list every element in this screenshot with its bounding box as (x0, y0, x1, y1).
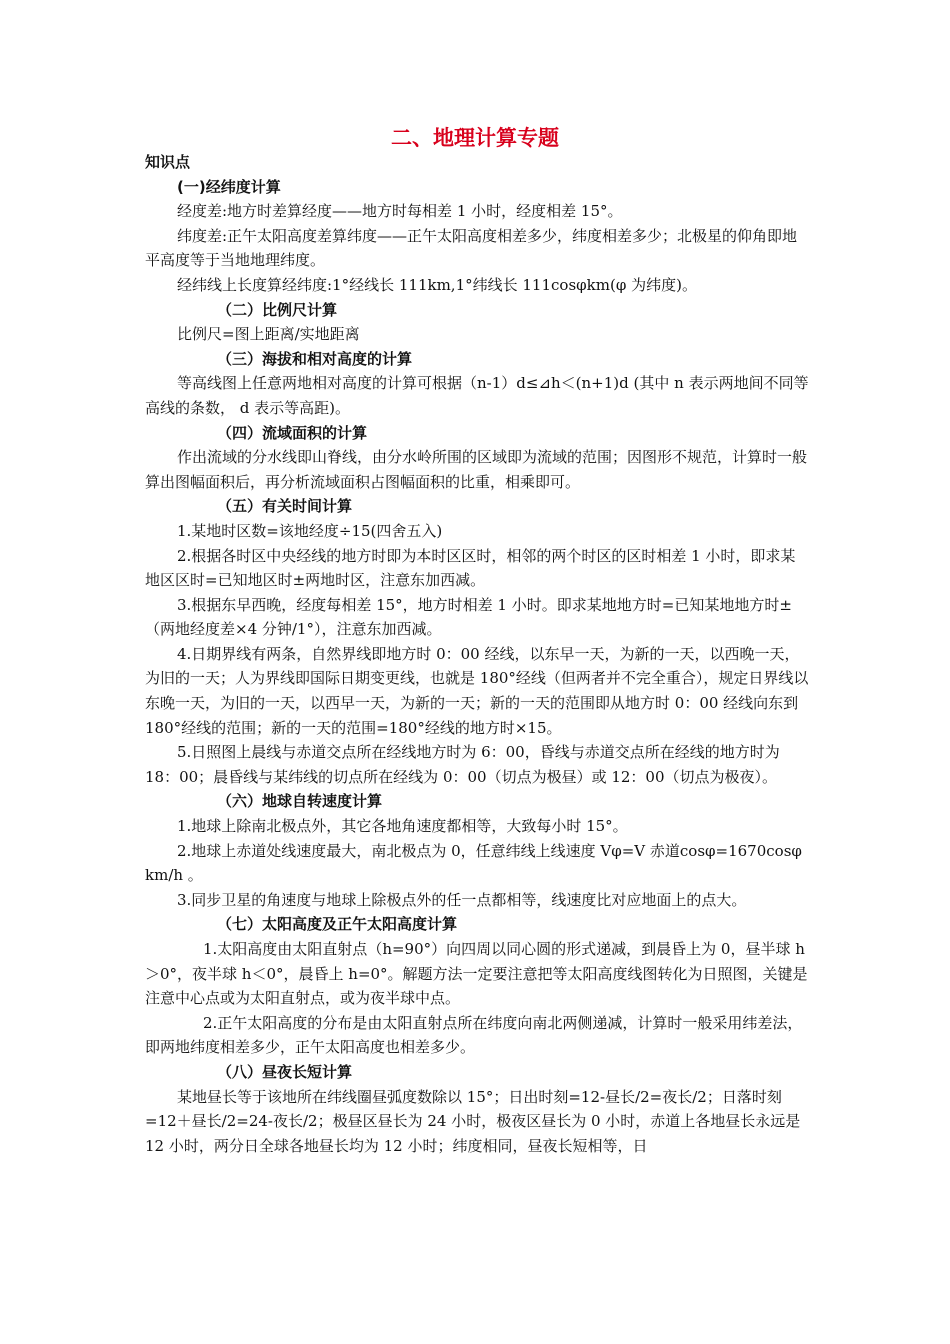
paragraph: 3.同步卫星的角速度与地球上除极点外的任一点都相等，线速度比对应地面上的点大。 (177, 890, 747, 909)
section-heading-2: （二）比例尺计算 (217, 300, 338, 319)
paragraph: 2.正午太阳高度的分布是由太阳直射点所在纬度向南北两侧递减，计算时一般采用纬差法，即两地纬度相差多少，正午太阳高度也相差多少。 (145, 1013, 803, 1057)
paragraph: 2.根据各时区中央经线的地方时即为本时区区时，相邻的两个时区的区时相差 1 小时，即求某地区区时=已知地区时±两地时区，注意东加西减。 (145, 546, 796, 590)
paragraph: 1.地球上除南北极点外，其它各地角速度都相等，大致每小时 15°。 (177, 817, 628, 836)
section-heading-1: (一)经纬度计算 (177, 177, 281, 196)
paragraph: 5.日照图上晨线与赤道交点所在经线地方时为 6：00，昏线与赤道交点所在经线的地方时为 18：00；晨昏线与某纬线的切点所在经线为 0：00（切点为极昼）或 12：00（切点为极夜）。 (145, 743, 780, 786)
paragraph: 4.日期界线有两条，自然界线即地方时 0：00 经线，以东早一天，为新的一天，以西晚一天，为旧的一天；人为界线即国际日期变更线，也就是 180°经线（但两者并不完全重合），规定日界线以东晚一天，为旧的一天，以西早一天，为新的一天；新的一天的范围即从地方时 0：00 经线向东到 180°经线的范围；新的一天的范围=180°经线的地方时×15。 (145, 644, 809, 737)
document-title: 二、地理计算专题 (391, 126, 559, 150)
paragraph: 等高线图上任意两地相对高度的计算可根据（n-1）d≤⊿h＜(n+1)d (其中 n 表示两地间不同等高线的条数， d 表示等高距)。 (145, 374, 809, 417)
paragraph: 比例尺=图上距离/实地距离 (177, 325, 360, 344)
paragraph: 经度差:地方时差算经度——地方时每相差 1 小时，经度相差 15°。 (177, 202, 623, 221)
paragraph: 纬度差:正午太阳高度差算纬度——正午太阳高度相差多少，纬度相差多少；北极星的仰角即地平高度等于当地地理纬度。 (145, 226, 798, 270)
paragraph: 作出流域的分水线即山脊线，由分水岭所围的区域即为流域的范围；因图形不规范，计算时一般算出图幅面积后，再分析流域面积占图幅面积的比重，相乘即可。 (145, 448, 808, 491)
knowledge-heading: 知识点 (145, 153, 191, 171)
paragraph: 1.某地时区数=该地经度÷15(四舍五入) (177, 521, 443, 540)
paragraph: 某地昼长等于该地所在纬线圈昼弧度数除以 15°；日出时刻=12-昼长/2=夜长/2；日落时刻=12＋昼长/2=24-夜长/2；极昼区昼长为 24 小时，极夜区昼长为 0 小时，赤道上各地昼长永远是 12 小时，两分日全球各地昼长均为 12 小时；纬度相同，昼夜长短相等，日 (145, 1087, 801, 1155)
paragraph: 1.太阳高度由太阳直射点（h=90°）向四周以同心圆的形式递减，到晨昏上为 0，昼半球 h＞0°，夜半球 h＜0°，晨昏上 h=0°。解题方法一定要注意把等太阳高度线图转化为日照图，关键是注意中心点或为太阳直射点，或为夜半球中点。 (145, 940, 808, 1008)
section-heading-7: （七）太阳高度及正午太阳高度计算 (217, 915, 458, 934)
section-heading-5: （五）有关时间计算 (217, 497, 353, 516)
section-heading-4: （四）流域面积的计算 (217, 423, 368, 442)
section-heading-3: （三）海拔和相对高度的计算 (217, 349, 413, 368)
section-heading-6: （六）地球自转速度计算 (217, 792, 383, 811)
paragraph: 经纬线上长度算经纬度:1°经线长 111km,1°纬线长 111cosφkm(φ 为纬度)。 (177, 275, 697, 294)
paragraph: 3.根据东早西晚，经度每相差 15°，地方时相差 1 小时。即求某地地方时=已知某地地方时±（两地经度差×4 分钟/1°），注意东加西减。 (145, 595, 792, 639)
document-body (145, 150, 810, 1158)
paragraph: 2.地球上赤道处线速度最大，南北极点为 0，任意纬线上线速度 Vφ=V 赤道cosφ=1670cosφ km/h 。 (145, 841, 802, 885)
section-heading-8: （八）昼夜长短计算 (217, 1062, 353, 1081)
